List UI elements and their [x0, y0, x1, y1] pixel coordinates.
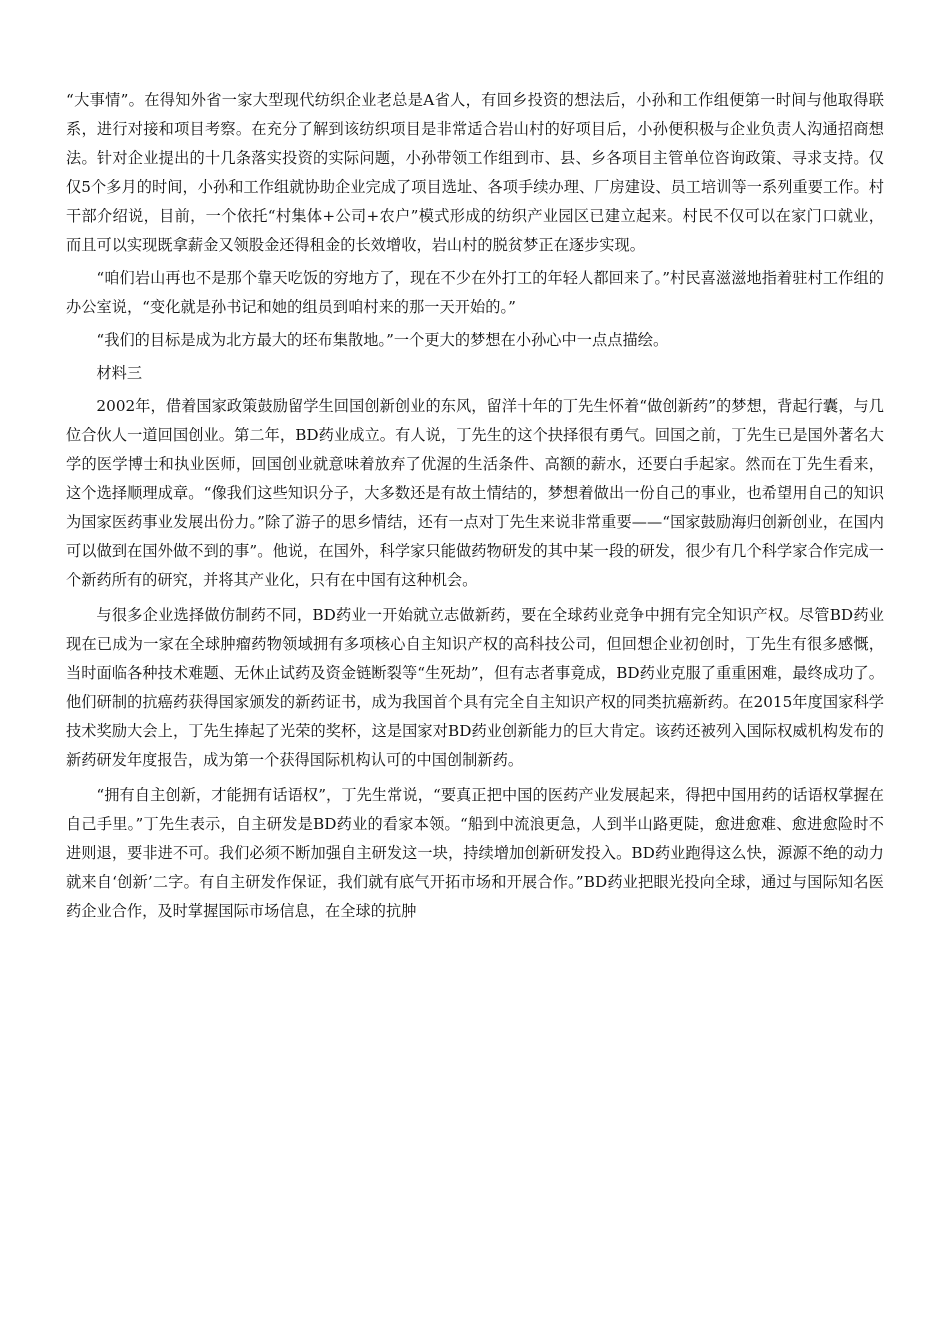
- paragraph-continuation: “大事情”。在得知外省一家大型现代纺织企业老总是A省人，有回乡投资的想法后，小孙和工作组便第一时间与他取得联系，进行对接和项目考察。在充分了解到该纺织项目是非常适合岩山村的好项目后，小孙便积极与企业负责人沟通招商想法。针对企业提出的十几条落实投资的实际问题，小孙带领工作组到市、县、乡各项目主管单位咨询政策、寻求支持。仅仅5个多月的时间，小孙和工作组就协助企业完成了项目选址、各项手续办理、厂房建设、员工培训等一系列重要工作。村干部介绍说，目前，一个依托“村集体+公司+农户”模式形成的纺织产业园区已建立起来。村民不仅可以在家门口就业，而且可以实现既拿薪金又领股金还得租金的长效增收，岩山村的脱贫梦正在逐步实现。: [66, 91, 884, 254]
- paragraph-new-drug-development: 与很多企业选择做仿制药不同，BD药业一开始就立志做新药，要在全球药业竞争中拥有完全知识产权。尽管BD药业现在已成为一家在全球肿瘤药物领域拥有多项核心自主知识产权的高科技公司，但回想企业初创时，丁先生有很多感慨，当时面临各种技术难题、无休止试药及资金链断裂等“生死劫”，但有志者事竟成，BD药业克服了重重困难，最终成功了。他们研制的抗癌药获得国家颁发的新药证书，成为我国首个具有完全自主知识产权的同类抗癌新药。在2015年度国家科学技术奖励大会上，丁先生捧起了光荣的奖杯，这是国家对BD药业创新能力的巨大肯定。该药还被列入国际权威机构发布的新药研发年度报告，成为第一个获得国际机构认可的中国创制新药。: [66, 606, 884, 769]
- paragraph-return-entrepreneurship: 2002年，借着国家政策鼓励留学生回国创新创业的东风，留洋十年的丁先生怀着“做创新药”的梦想，背起行囊，与几位合伙人一道回国创业。第二年，BD药业成立。有人说，丁先生的这个抉择很有勇气。回国之前，丁先生已是国外著名大学的医学博士和执业医师，回国创业就意味着放弃了优渥的生活条件、高额的薪水，还要白手起家。然而在丁先生看来，这个选择顺理成章。“像我们这些知识分子，大多数还是有故土情结的，梦想着做出一份自己的事业，也希望用自己的知识为国家医药事业发展出份力。”除了游子的思乡情结，还有一点对丁先生来说非常重要——“国家鼓励海归创新创业，在国内可以做到在国外做不到的事”。他说，在国外，科学家只能做药物研发的其中某一段的研发，很少有几个科学家合作完成一个新药所有的研究，并将其产业化，只有在中国有这种机会。: [66, 397, 884, 589]
- section-heading-material-three: 材料三: [96, 364, 143, 382]
- paragraph-villager-quote: “咱们岩山再也不是那个靠天吃饭的穷地方了，现在不少在外打工的年轻人都回来了。”村民喜滋滋地指着驻村工作组的办公室说，“变化就是孙书记和她的组员到咱村来的那一天开始的。”: [66, 269, 884, 316]
- document-page: [66, 86, 884, 1336]
- paragraph-independent-innovation: “拥有自主创新，才能拥有话语权”，丁先生常说，“要真正把中国的医药产业发展起来，得把中国用药的话语权掌握在自己手里。”丁先生表示，自主研发是BD药业的看家本领。“船到中流浪更急，人到半山路更陡，愈进愈难、愈进愈险时不进则退，要非进不可。我们必须不断加强自主研发这一块，持续增加创新研发投入。BD药业跑得这么快，源源不绝的动力就来自‘创新’二字。有自主研发作保证，我们就有底气开拓市场和开展合作。”BD药业把眼光投向全球，通过与国际知名医药企业合作，及时掌握国际市场信息，在全球的抗肿: [66, 786, 884, 920]
- paragraph-goal-quote: “我们的目标是成为北方最大的坯布集散地。”一个更大的梦想在小孙心中一点点描绘。: [96, 331, 669, 349]
